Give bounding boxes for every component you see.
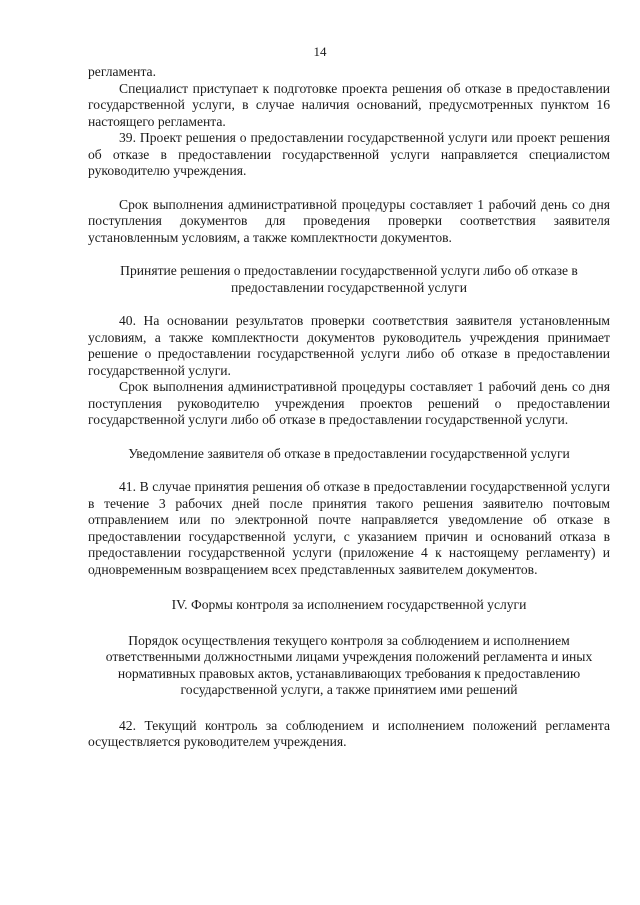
paragraph-specialist: Специалист приступает к подготовке проекта решения об отказе в предоставлении государственной услуги, в случае наличия оснований, предусмотренных пунктом 16 настоящего регламента.: [88, 80, 610, 129]
page-number: 14: [313, 44, 327, 59]
paragraph-item-42: 42. Текущий контроль за соблюдением и исполнением положений регламента осуществляется руководителем учреждения.: [88, 717, 610, 749]
section-heading-decision: Принятие решения о предоставлении государственной услуги либо об отказе в предоставлении государственной услуги: [120, 263, 578, 295]
section-heading-current-control: Порядок осуществления текущего контроля за соблюдением и исполнением ответственными должностными лицами учреждения положений регламента и иных нормативных правовых актов, устанавливающих требования к предоставлению государственной услуги, а также принятием ими решений: [105, 632, 593, 697]
chapter-heading-control: IV. Формы контроля за исполнением государственной услуги: [171, 597, 527, 612]
paragraph-item-39: 39. Проект решения о предоставлении государственной услуги или проект решения об отказе в предоставлении государственной услуги направляется специалистом руководителю учреждения.: [88, 130, 610, 178]
paragraph-item-40: 40. На основании результатов проверки соответствия заявителя установленным условиям, а также комплектности документов руководитель учреждения принимает решение о предоставлении государственной услуги либо об отказе в предоставлении государственной услуги.: [88, 313, 610, 378]
paragraph-deadline-1: Срок выполнения административной процедуры составляет 1 рабочий день со дня поступления документов для проведения проверки соответствия заявителя установленным условиям, а также комплектности документов.: [88, 196, 610, 245]
paragraph-continuation: регламента.: [88, 64, 156, 79]
paragraph-deadline-2: Срок выполнения административной процедуры составляет 1 рабочий день со дня поступления руководителю учреждения проектов решений о предоставлении государственной услуги либо об отказе в предоставлении государственной услуги.: [88, 379, 610, 427]
section-heading-notification: Уведомление заявителя об отказе в предоставлении государственной услуги: [128, 445, 570, 461]
document-body: [88, 64, 610, 751]
paragraph-item-41: 41. В случае принятия решения об отказе в предоставлении государственной услуги в течение 3 рабочих дней после принятия такого решения заявителю почтовым отправлением или по электронной почте направляется уведомление об отказе в предоставлении государственной услуги, с указанием причин и оснований отказа в предоставлении государственной услуги (приложение 4 к настоящему регламенту) и одновременным возвращением всех представленных заявителем документов.: [88, 479, 610, 577]
